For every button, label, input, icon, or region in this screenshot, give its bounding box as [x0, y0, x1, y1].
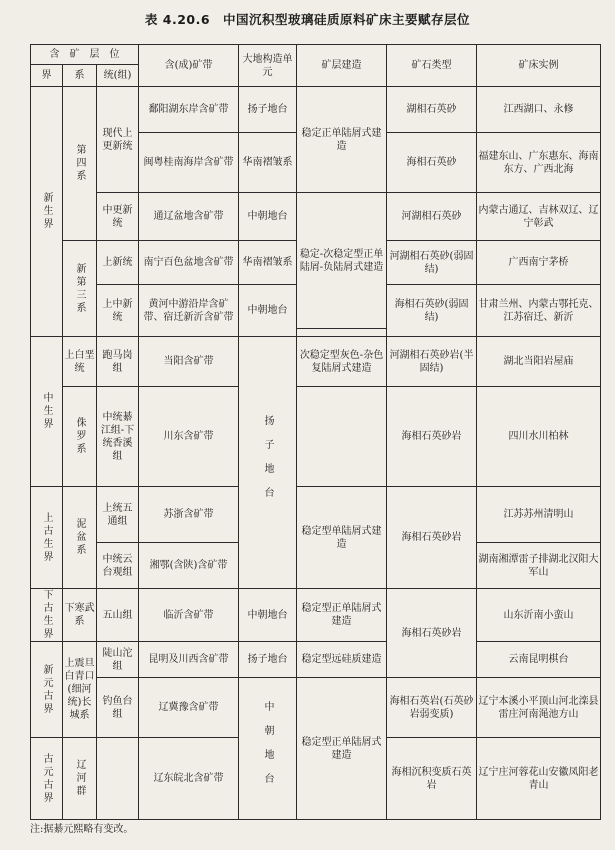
cell-tong-paomagang: 跑马岗组	[97, 337, 139, 387]
cell-xi-devonian: 泥盆系	[74, 518, 85, 557]
cell-belt-dangyang: 当阳含矿带	[139, 337, 239, 387]
cell-belt-huanghe: 黄河中游沿岸含矿带、宿迁新沂含矿带	[139, 285, 239, 337]
cell-xi-liaohe: 辽河群	[74, 759, 85, 798]
cell-tect-sinokorean-big: 中朝地台	[262, 700, 274, 797]
cell-xi-quaternary: 第四系	[74, 144, 85, 183]
header-formation: 矿层建造	[297, 45, 387, 87]
cell-ore-marine-sst-2: 海相石英砂岩	[387, 487, 477, 589]
cell-ex-jiangxi: 江西湖口、永修	[477, 87, 601, 133]
cell-belt-xiange: 湘鄂(含陕)含矿带	[139, 543, 239, 589]
cell-ore-marine-sst-3: 海相石英砂岩	[387, 589, 477, 678]
cell-belt-nanning: 南宁百色盆地含矿带	[139, 241, 239, 285]
cell-xi-cambrian: 下寒武系	[63, 589, 97, 642]
header-layer-position: 含 矿 层 位	[31, 45, 139, 65]
cell-ex-hubei: 湖北当阳岩屋庙	[477, 337, 601, 387]
cell-xi-neogene: 新第三系	[74, 262, 85, 315]
cell-xi-cretaceous: 上白垩统	[63, 337, 97, 387]
cell-belt-liaodong: 辽东皖北含矿带	[139, 738, 239, 820]
header-jie: 界	[31, 65, 63, 87]
cell-tong-diaoyutai: 钓鱼台组	[97, 678, 139, 738]
header-xi: 系	[63, 65, 97, 87]
cell-form-variegated: 次稳定型灰色-杂色复陆屑式建造	[297, 337, 387, 387]
table-title: 表 4.20.6 中国沉积型玻璃硅质原料矿床主要赋存层位	[144, 12, 471, 27]
header-examples: 矿床实例	[477, 45, 601, 87]
cell-tect-sinokorean-1: 中朝地台	[239, 193, 297, 241]
cell-ex-neimenggu: 内蒙古通辽、吉林双辽、辽宁彰武	[477, 193, 601, 241]
cell-jie-paleoproterozoic: 古元古界	[41, 752, 52, 805]
cell-tong-recent: 现代上更新统	[97, 87, 139, 193]
cell-xi-jurassic: 侏罗系	[74, 417, 85, 456]
cell-belt-kunming: 昆明及川西含矿带	[139, 642, 239, 678]
cell-form-stable-4: 稳定型正单陆屑式建造	[297, 678, 387, 820]
cell-belt-poyang: 鄱阳湖东岸含矿带	[139, 87, 239, 133]
cell-jie-cenozoic: 新生界	[41, 192, 52, 231]
cell-xi-sinian: 上震旦白青口(细河统)长城系	[63, 642, 97, 738]
cell-ex-liaoning-2: 辽宁庄河蓉花山安徽凤阳老青山	[477, 738, 601, 820]
cell-form-stable-2: 稳定型单陆屑式建造	[297, 487, 387, 589]
header-tong: 统(组)	[97, 65, 139, 87]
cell-belt-suzhe: 苏浙含矿带	[139, 487, 239, 543]
cell-belt-linyi: 临沂含矿带	[139, 589, 239, 642]
header-belt: 含(成)矿带	[139, 45, 239, 87]
cell-ore-lacustrine: 湖相石英砂	[387, 87, 477, 133]
cell-ore-marine-weak: 海相石英砂(弱固结)	[387, 285, 477, 337]
cell-form-stable-dist: 稳定型远硅质建造	[297, 642, 387, 678]
cell-tong-pliocene: 上新统	[97, 241, 139, 285]
cell-tong-yuntaiguan: 中统云台观组	[97, 543, 139, 589]
cell-tect-sinokorean-2: 中朝地台	[239, 285, 297, 337]
cell-tong-wushan: 五山组	[97, 589, 139, 642]
cell-ore-fl-weak: 河湖相石英砂(弱固结)	[387, 241, 477, 285]
cell-ex-fujian: 福建东山、广东惠东、海南东方、广西北海	[477, 133, 601, 193]
cell-ore-fluvial: 河湖相石英砂	[387, 193, 477, 241]
cell-ore-marine-sst-1: 海相石英砂岩	[387, 387, 477, 487]
cell-ore-marine-sand: 海相石英砂	[387, 133, 477, 193]
cell-ex-liaoning: 辽宁本溪小平顶山河北滦县雷庄河南渑池方山	[477, 678, 601, 738]
cell-form-substable: 稳定-次稳定型正单陆屑-负陆屑式建造	[297, 193, 387, 329]
cell-jie-neoproterozoic: 新元古界	[41, 663, 52, 716]
cell-jie-lower-paleo: 下古生界	[41, 589, 52, 641]
cell-ex-hunan: 湖南湘潭雷子排湖北汉阳大军山	[477, 543, 601, 589]
table-note: 注:据綦元熙略有变改。	[30, 824, 134, 835]
cell-tect-huanan-2: 华南褶皱系	[239, 241, 297, 285]
cell-belt-minyuegui: 闽粤桂南海岸含矿带	[139, 133, 239, 193]
cell-jie-upper-paleo: 上古生界	[41, 511, 52, 564]
cell-tong-wutong: 上统五通组	[97, 487, 139, 543]
cell-ex-guangxi: 广西南宁茅桥	[477, 241, 601, 285]
cell-ore-marine-sst-4: 海相石英岩(石英砂岩弱变质)	[387, 678, 477, 738]
cell-form-stable-3: 稳定型正单陆屑式建造	[297, 589, 387, 642]
header-tectonic: 大地构造单 元	[239, 45, 297, 87]
cell-tong-middle: 中更新统	[97, 193, 139, 241]
cell-form-stable-1: 稳定正单陆屑式建造	[297, 87, 387, 193]
cell-ex-shandong: 山东沂南小蛮山	[477, 589, 601, 642]
cell-ore-fl-semi: 河湖相石英砂岩(半固结)	[387, 337, 477, 387]
cell-belt-tongliao: 通辽盆地含矿带	[139, 193, 239, 241]
cell-ore-metamorphic: 海相沉积变质石英岩	[387, 738, 477, 820]
cell-belt-chuandong: 川东含矿带	[139, 387, 239, 487]
cell-tong-lushantuo: 陡山沱组	[97, 642, 139, 678]
cell-ex-jiangsu: 江苏苏州清明山	[477, 487, 601, 543]
cell-tong-mio-upper: 上中新统	[97, 285, 139, 337]
cell-ex-gansu: 甘肃兰州、内蒙古鄂托克、江苏宿迁、新沂	[477, 285, 601, 337]
cell-tect-sinokorean-3: 中朝地台	[239, 589, 297, 642]
cell-ex-yunnan: 云南昆明棋台	[477, 642, 601, 678]
cell-tong-jurassic: 中统綦江组-下统香溪组	[97, 387, 139, 487]
cell-tect-huanan-1: 华南褶皱系	[239, 133, 297, 193]
cell-tect-yangtze-1: 扬子地台	[239, 87, 297, 133]
cell-tect-yangtze-2: 扬子地台	[239, 642, 297, 678]
header-ore-type: 矿石类型	[387, 45, 477, 87]
cell-ex-sichuan: 四川水川柏林	[477, 387, 601, 487]
cell-belt-liaojiyu: 辽冀豫含矿带	[139, 678, 239, 738]
cell-jie-mesozoic: 中生界	[41, 392, 52, 431]
cell-tect-yangtze-big: 扬子地台	[262, 414, 274, 511]
strata-table	[30, 44, 601, 820]
